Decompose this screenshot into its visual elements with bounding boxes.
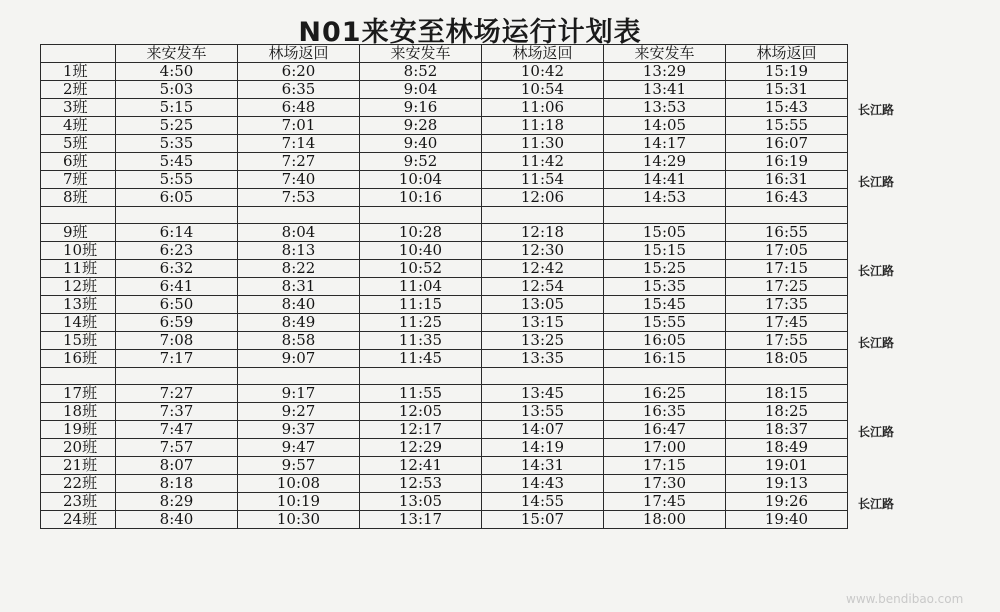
time-cell: 17:15 — [726, 260, 848, 278]
time-cell: 13:41 — [604, 81, 726, 99]
time-cell: 9:40 — [360, 135, 482, 153]
spacer-cell — [604, 207, 726, 224]
time-cell: 8:07 — [116, 457, 238, 475]
time-cell: 5:35 — [116, 135, 238, 153]
shift-cell: 22班 — [41, 475, 116, 493]
table-row — [41, 224, 848, 242]
spacer-cell — [41, 207, 116, 224]
table-row — [41, 242, 848, 260]
shift-cell: 3班 — [41, 99, 116, 117]
time-cell: 17:25 — [726, 278, 848, 296]
time-cell: 9:52 — [360, 153, 482, 171]
spacer-cell — [360, 368, 482, 385]
time-cell: 14:19 — [482, 439, 604, 457]
time-cell: 15:25 — [604, 260, 726, 278]
time-cell: 7:47 — [116, 421, 238, 439]
time-cell: 6:14 — [116, 224, 238, 242]
table-row — [41, 511, 848, 529]
spacer-cell — [238, 368, 360, 385]
shift-cell: 6班 — [41, 153, 116, 171]
time-cell: 13:55 — [482, 403, 604, 421]
time-cell: 8:04 — [238, 224, 360, 242]
table-row — [41, 135, 848, 153]
time-cell: 13:29 — [604, 63, 726, 81]
spacer-cell — [726, 207, 848, 224]
time-cell: 8:18 — [116, 475, 238, 493]
time-cell: 7:53 — [238, 189, 360, 207]
time-cell: 11:35 — [360, 332, 482, 350]
time-cell: 10:28 — [360, 224, 482, 242]
time-cell: 12:05 — [360, 403, 482, 421]
shift-cell: 11班 — [41, 260, 116, 278]
time-cell: 7:40 — [238, 171, 360, 189]
table-row — [41, 117, 848, 135]
time-cell: 15:19 — [726, 63, 848, 81]
time-cell: 10:16 — [360, 189, 482, 207]
time-cell: 7:14 — [238, 135, 360, 153]
shift-cell: 21班 — [41, 457, 116, 475]
time-cell: 11:55 — [360, 385, 482, 403]
table-row — [41, 81, 848, 99]
time-cell: 9:07 — [238, 350, 360, 368]
header-cell: 来安发车 — [360, 45, 482, 63]
table-row — [41, 493, 848, 511]
time-cell: 14:43 — [482, 475, 604, 493]
header-cell: 林场返回 — [482, 45, 604, 63]
watermark: www.bendibao.com — [846, 592, 964, 606]
time-cell: 8:22 — [238, 260, 360, 278]
time-cell: 16:19 — [726, 153, 848, 171]
spacer-cell — [238, 207, 360, 224]
time-cell: 11:30 — [482, 135, 604, 153]
time-cell: 19:40 — [726, 511, 848, 529]
header-cell: 来安发车 — [604, 45, 726, 63]
time-cell: 15:05 — [604, 224, 726, 242]
time-cell: 5:25 — [116, 117, 238, 135]
spacer-cell — [116, 207, 238, 224]
time-cell: 12:41 — [360, 457, 482, 475]
time-cell: 7:27 — [116, 385, 238, 403]
time-cell: 16:25 — [604, 385, 726, 403]
time-cell: 12:18 — [482, 224, 604, 242]
time-cell: 13:53 — [604, 99, 726, 117]
time-cell: 8:29 — [116, 493, 238, 511]
time-cell: 15:31 — [726, 81, 848, 99]
time-cell: 13:45 — [482, 385, 604, 403]
time-cell: 6:20 — [238, 63, 360, 81]
shift-cell: 12班 — [41, 278, 116, 296]
time-cell: 10:19 — [238, 493, 360, 511]
time-cell: 14:31 — [482, 457, 604, 475]
route-note: 长江路 — [858, 102, 895, 117]
schedule-body — [41, 63, 848, 529]
table-row — [41, 189, 848, 207]
time-cell: 13:35 — [482, 350, 604, 368]
time-cell: 17:45 — [726, 314, 848, 332]
time-cell: 6:41 — [116, 278, 238, 296]
table-row — [41, 475, 848, 493]
time-cell: 8:40 — [238, 296, 360, 314]
time-cell: 16:05 — [604, 332, 726, 350]
table-row — [41, 385, 848, 403]
time-cell: 17:00 — [604, 439, 726, 457]
time-cell: 8:40 — [116, 511, 238, 529]
table-row — [41, 421, 848, 439]
time-cell: 15:35 — [604, 278, 726, 296]
time-cell: 10:04 — [360, 171, 482, 189]
time-cell: 4:50 — [116, 63, 238, 81]
header-row — [41, 45, 848, 63]
page-title: N01来安至林场运行计划表 — [298, 17, 642, 48]
time-cell: 5:45 — [116, 153, 238, 171]
shift-cell: 23班 — [41, 493, 116, 511]
time-cell: 19:13 — [726, 475, 848, 493]
route-note: 长江路 — [858, 335, 895, 350]
time-cell: 11:04 — [360, 278, 482, 296]
time-cell: 6:05 — [116, 189, 238, 207]
time-cell: 8:31 — [238, 278, 360, 296]
time-cell: 18:49 — [726, 439, 848, 457]
time-cell: 8:13 — [238, 242, 360, 260]
table-row — [41, 332, 848, 350]
time-cell: 15:15 — [604, 242, 726, 260]
time-cell: 7:08 — [116, 332, 238, 350]
time-cell: 8:52 — [360, 63, 482, 81]
time-cell: 14:29 — [604, 153, 726, 171]
spacer-row — [41, 207, 848, 224]
time-cell: 17:30 — [604, 475, 726, 493]
time-cell: 18:05 — [726, 350, 848, 368]
header-cell — [41, 45, 116, 63]
time-cell: 12:17 — [360, 421, 482, 439]
spacer-row — [41, 368, 848, 385]
time-cell: 10:08 — [238, 475, 360, 493]
shift-cell: 14班 — [41, 314, 116, 332]
time-cell: 10:52 — [360, 260, 482, 278]
shift-cell: 4班 — [41, 117, 116, 135]
time-cell: 6:32 — [116, 260, 238, 278]
time-cell: 14:41 — [604, 171, 726, 189]
time-cell: 13:17 — [360, 511, 482, 529]
time-cell: 6:59 — [116, 314, 238, 332]
time-cell: 14:17 — [604, 135, 726, 153]
time-cell: 13:05 — [360, 493, 482, 511]
time-cell: 10:40 — [360, 242, 482, 260]
spacer-cell — [482, 207, 604, 224]
time-cell: 15:55 — [726, 117, 848, 135]
time-cell: 11:42 — [482, 153, 604, 171]
time-cell: 11:18 — [482, 117, 604, 135]
shift-cell: 18班 — [41, 403, 116, 421]
time-cell: 16:43 — [726, 189, 848, 207]
table-row — [41, 153, 848, 171]
shift-cell: 10班 — [41, 242, 116, 260]
time-cell: 6:50 — [116, 296, 238, 314]
time-cell: 12:30 — [482, 242, 604, 260]
time-cell: 6:48 — [238, 99, 360, 117]
table-row — [41, 350, 848, 368]
time-cell: 12:54 — [482, 278, 604, 296]
time-cell: 14:53 — [604, 189, 726, 207]
table-row — [41, 99, 848, 117]
spacer-cell — [360, 207, 482, 224]
shift-cell: 8班 — [41, 189, 116, 207]
time-cell: 15:07 — [482, 511, 604, 529]
route-note: 长江路 — [858, 263, 895, 278]
route-note: 长江路 — [858, 174, 895, 189]
table-row — [41, 314, 848, 332]
time-cell: 19:26 — [726, 493, 848, 511]
table-row — [41, 403, 848, 421]
time-cell: 17:55 — [726, 332, 848, 350]
time-cell: 10:54 — [482, 81, 604, 99]
time-cell: 7:17 — [116, 350, 238, 368]
shift-cell: 20班 — [41, 439, 116, 457]
table-row — [41, 171, 848, 189]
time-cell: 18:37 — [726, 421, 848, 439]
time-cell: 15:43 — [726, 99, 848, 117]
shift-cell: 2班 — [41, 81, 116, 99]
spacer-cell — [41, 368, 116, 385]
time-cell: 11:06 — [482, 99, 604, 117]
shift-cell: 17班 — [41, 385, 116, 403]
table-row — [41, 439, 848, 457]
time-cell: 9:27 — [238, 403, 360, 421]
time-cell: 9:47 — [238, 439, 360, 457]
time-cell: 15:45 — [604, 296, 726, 314]
time-cell: 13:15 — [482, 314, 604, 332]
time-cell: 18:15 — [726, 385, 848, 403]
time-cell: 11:45 — [360, 350, 482, 368]
time-cell: 12:29 — [360, 439, 482, 457]
shift-cell: 19班 — [41, 421, 116, 439]
time-cell: 16:47 — [604, 421, 726, 439]
time-cell: 6:35 — [238, 81, 360, 99]
table-row — [41, 457, 848, 475]
spacer-cell — [116, 368, 238, 385]
table-row — [41, 296, 848, 314]
time-cell: 9:17 — [238, 385, 360, 403]
time-cell: 14:05 — [604, 117, 726, 135]
shift-cell: 1班 — [41, 63, 116, 81]
time-cell: 12:42 — [482, 260, 604, 278]
time-cell: 7:37 — [116, 403, 238, 421]
spacer-cell — [482, 368, 604, 385]
shift-cell: 13班 — [41, 296, 116, 314]
header-cell: 来安发车 — [116, 45, 238, 63]
time-cell: 6:23 — [116, 242, 238, 260]
table-row — [41, 260, 848, 278]
shift-cell: 9班 — [41, 224, 116, 242]
schedule-table — [40, 44, 848, 529]
route-note: 长江路 — [858, 424, 895, 439]
time-cell: 11:15 — [360, 296, 482, 314]
header-cell: 林场返回 — [238, 45, 360, 63]
time-cell: 13:25 — [482, 332, 604, 350]
time-cell: 17:35 — [726, 296, 848, 314]
time-cell: 5:55 — [116, 171, 238, 189]
time-cell: 16:35 — [604, 403, 726, 421]
time-cell: 13:05 — [482, 296, 604, 314]
time-cell: 7:27 — [238, 153, 360, 171]
time-cell: 17:15 — [604, 457, 726, 475]
time-cell: 11:25 — [360, 314, 482, 332]
time-cell: 9:37 — [238, 421, 360, 439]
time-cell: 17:45 — [604, 493, 726, 511]
route-note: 长江路 — [858, 496, 895, 511]
time-cell: 11:54 — [482, 171, 604, 189]
time-cell: 14:55 — [482, 493, 604, 511]
time-cell: 16:55 — [726, 224, 848, 242]
time-cell: 12:06 — [482, 189, 604, 207]
time-cell: 9:04 — [360, 81, 482, 99]
header-cell: 林场返回 — [726, 45, 848, 63]
time-cell: 10:42 — [482, 63, 604, 81]
time-cell: 8:58 — [238, 332, 360, 350]
time-cell: 8:49 — [238, 314, 360, 332]
shift-cell: 7班 — [41, 171, 116, 189]
time-cell: 9:16 — [360, 99, 482, 117]
time-cell: 7:57 — [116, 439, 238, 457]
shift-cell: 16班 — [41, 350, 116, 368]
time-cell: 14:07 — [482, 421, 604, 439]
shift-cell: 15班 — [41, 332, 116, 350]
time-cell: 18:00 — [604, 511, 726, 529]
time-cell: 18:25 — [726, 403, 848, 421]
shift-cell: 5班 — [41, 135, 116, 153]
time-cell: 5:15 — [116, 99, 238, 117]
time-cell: 16:07 — [726, 135, 848, 153]
time-cell: 7:01 — [238, 117, 360, 135]
time-cell: 5:03 — [116, 81, 238, 99]
time-cell: 16:31 — [726, 171, 848, 189]
time-cell: 12:53 — [360, 475, 482, 493]
table-row — [41, 278, 848, 296]
time-cell: 17:05 — [726, 242, 848, 260]
shift-cell: 24班 — [41, 511, 116, 529]
time-cell: 16:15 — [604, 350, 726, 368]
time-cell: 9:28 — [360, 117, 482, 135]
time-cell: 19:01 — [726, 457, 848, 475]
time-cell: 9:57 — [238, 457, 360, 475]
time-cell: 15:55 — [604, 314, 726, 332]
table-row — [41, 63, 848, 81]
time-cell: 10:30 — [238, 511, 360, 529]
spacer-cell — [726, 368, 848, 385]
spacer-cell — [604, 368, 726, 385]
